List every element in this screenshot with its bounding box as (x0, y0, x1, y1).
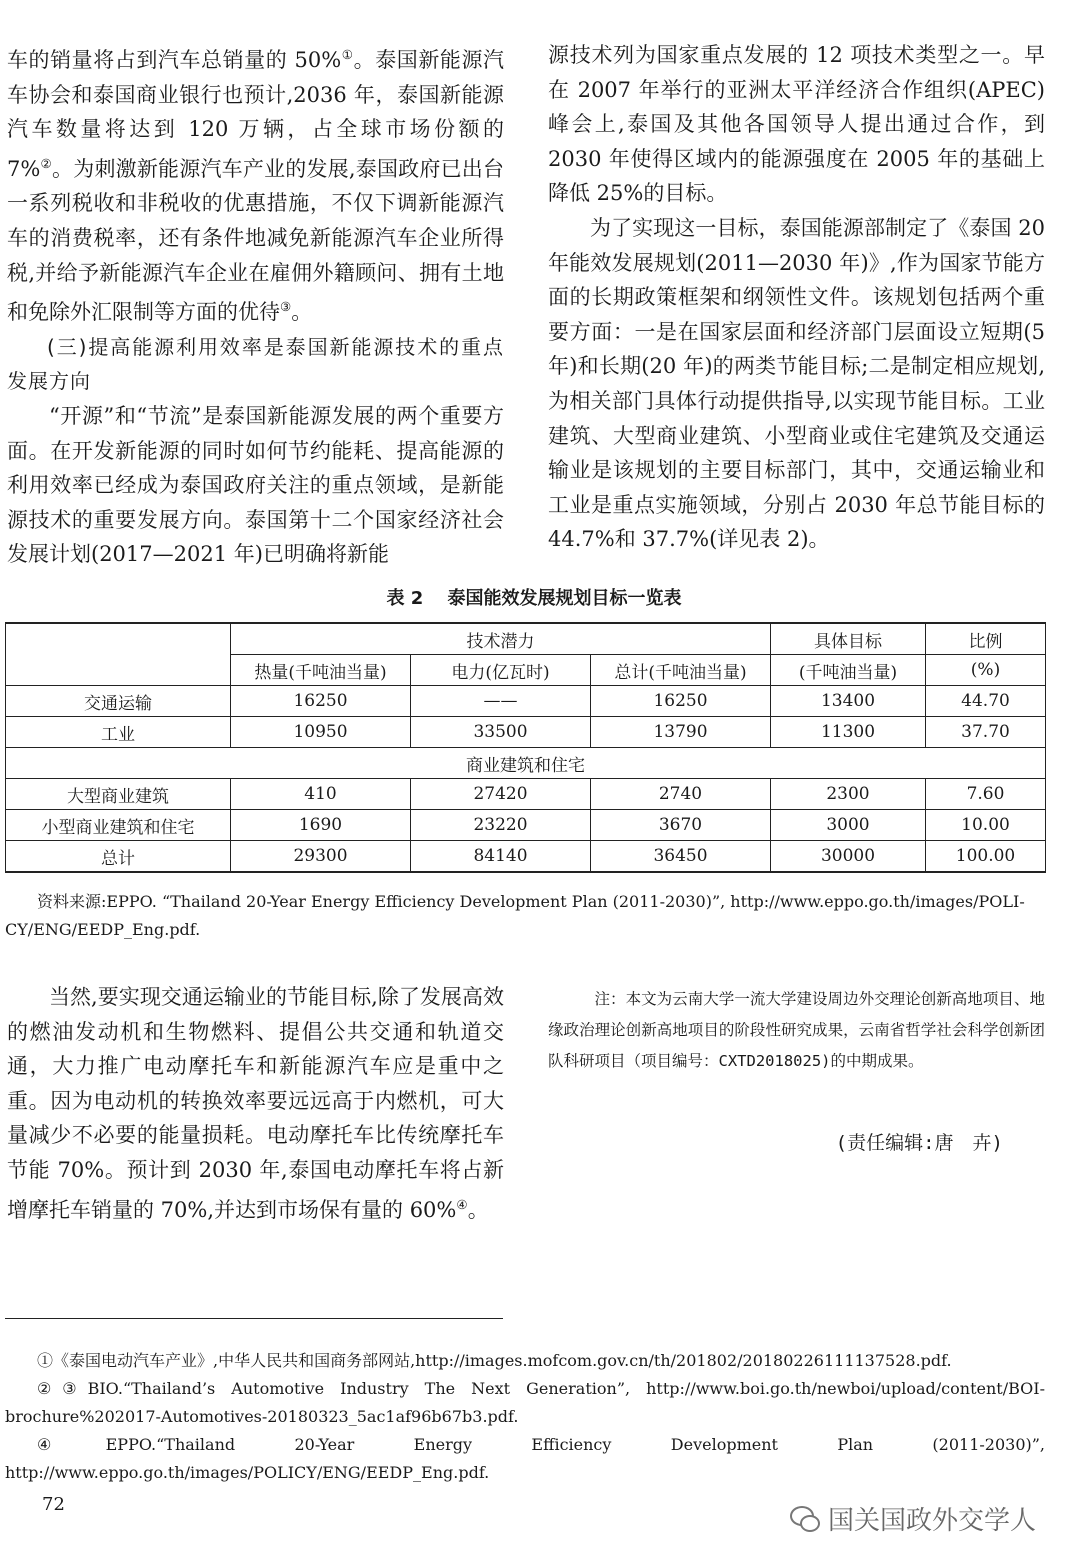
wechat-icon (790, 1506, 820, 1532)
table-row: 交通运输 16250 —— 16250 13400 44.70 (6, 686, 1046, 717)
footnotes (5, 1347, 1045, 1487)
table-row: 小型商业建筑和住宅 1690 23220 3670 3000 10.00 (6, 810, 1046, 841)
table-row: 工业 10950 33500 13790 11300 37.70 (6, 717, 1046, 748)
header-empty (6, 623, 231, 686)
header-target-unit: (千吨油当量) (771, 655, 926, 686)
header-electricity: 电力(亿瓦时) (411, 655, 591, 686)
header-heat: 热量(千吨油当量) (231, 655, 411, 686)
responsible-editor: (责任编辑:唐 卉) (835, 1132, 1003, 1154)
section-commercial-residential: 商业建筑和住宅 (6, 748, 1046, 779)
footnote-ref-4[interactable]: ④ (456, 1196, 468, 1212)
paragraph-transport: 当然,要实现交通运输业的节能目标,除了发展高效的燃油发动机和生物燃料、提倡公共交通和轨道交通，大力推广电动摩托车和新能源汽车应是重中之重。因为电动机的转换效率要远远高于内燃机，可大量减少不必要的能量损耗。电动摩托车比传统摩托车节能 70%。预计到 2030 年,泰国电动摩托车将占新增摩托车销量的 70%,并达到市场保有量的 60%④。 (7, 985, 504, 1222)
paragraph-ev-sales: 车的销量将占到汽车总销量的 50%①。泰国新能源汽车协会和泰国商业银行也预计,2036 年，泰国新能源汽车数量将达到 120 万辆，占全球市场份额的 7%②。为刺激新能源汽车产业的发展,泰国政府已出台一系列税收和非税收的优惠措施，不仅下调新能源汽车的消费税率，还有条件地减免新能源汽车企业所得税,并给予新能源汽车企业在雇佣外籍顾问、拥有土地和免除外汇限制等方面的优待③。 (7, 47, 505, 325)
paragraph-plan: 为了实现这一目标，泰国能源部制定了《泰国 20 年能效发展规划(2011—2030 年)》,作为国家节能方面的长期政策框架和纲领性文件。该规划包括两个重要方面：一是在国家层面和经济部门层面设立短期(5 年)和长期(20 年)的两类节能目标;二是制定相应规划,为相关部门具体行动提供指导,以实现节能目标。工业建筑、大型商业建筑、小型商业或住宅建筑及交通运输业是该规划的主要目标部门，其中，交通运输业和工业是重点实施领域，分别占 2030 年总节能目标的 44.7%和 37.7%(详见表 2)。 (548, 215, 1045, 552)
top-right-column (548, 38, 1045, 557)
top-left-column (7, 38, 504, 572)
source-line-1: 资料来源:EPPO. “Thailand 20-Year Energy Efficiency Development Plan (2011-2030)”, http://www.eppo.go.th/images/POLI- (37, 892, 1025, 911)
table-row-total: 总计 29300 84140 36450 30000 100.00 (6, 841, 1046, 873)
header-target: 具体目标 (771, 623, 926, 655)
section-heading: (三)提高能源利用效率是泰国新能源技术的重点发展方向 (7, 334, 504, 394)
table-header-row-1 (6, 623, 1046, 655)
footnote-divider (5, 1318, 503, 1319)
footnote-ref-1[interactable]: ① (341, 47, 354, 62)
footnote-ref-2[interactable]: ② (40, 155, 53, 171)
table-section-row (6, 748, 1046, 779)
page-number: 72 (42, 1494, 65, 1515)
table-source (5, 888, 1045, 944)
watermark (790, 1500, 1036, 1537)
table-row: 大型商业建筑 410 27420 2740 2300 7.60 (6, 779, 1046, 810)
funding-note: 注：本文为云南大学一流大学建设周边外交理论创新高地项目、地缘政治理论创新高地项目的阶段性研究成果，云南省哲学社会科学创新团队科研项目（项目编号：CXTD2018025)的中期成果。 (548, 990, 1045, 1070)
footnote-1: ①《泰国电动汽车产业》,中华人民共和国商务部网站,http://images.mofcom.gov.cn/th/201802/20180226111137528.pdf. (37, 1351, 952, 1370)
header-ratio-unit: (%) (926, 655, 1046, 686)
footnote-ref-3[interactable]: ③ (280, 299, 292, 315)
paragraph-energy-efficiency: “开源”和“节流”是泰国新能源发展的两个重要方面。在开发新能源的同时如何节约能耗、提高能源的利用效率已经成为泰国政府关注的重点领域，是新能源技术的重要发展方向。泰国第十二个国家经济社会发展计划(2017—2021 年)已明确将新能 (7, 403, 504, 567)
watermark-text: 国关国政外交学人 (828, 1506, 1037, 1536)
header-ratio: 比例 (926, 623, 1046, 655)
bottom-left-column (7, 980, 504, 1227)
header-tech-potential: 技术潜力 (231, 623, 771, 655)
footnote-2-3: ②③BIO.“Thailand’s Automotive Industry The Next Generation”, http://www.boi.go.th/newboi/upload/content/BOI-brochure%202017-Automotives-20180323_5ac1af96b67b3.pdf. (5, 1379, 1045, 1426)
header-total: 总计(千吨油当量) (591, 655, 771, 686)
source-line-2: CY/ENG/EEDP_Eng.pdf. (5, 920, 201, 939)
paragraph-apec: 源技术列为国家重点发展的 12 项技术类型之一。早在 2007 年举行的亚洲太平洋经济合作组织(APEC)峰会上,泰国及其他各国领导人提出通过合作，到 2030 年使得区域内的能源强度在 2005 年的基础上降低 25%的目标。 (548, 43, 1045, 206)
efficiency-targets-table (5, 622, 1046, 873)
footnote-4: ④EPPO.“Thailand 20-Year Energy Efficiency Development Plan (2011-2030)”, http://www.eppo.go.th/images/POLICY/ENG/EEDP_Eng.pdf. (5, 1435, 1045, 1482)
table-title: 表 2 泰国能效发展规划目标一览表 (386, 588, 682, 609)
